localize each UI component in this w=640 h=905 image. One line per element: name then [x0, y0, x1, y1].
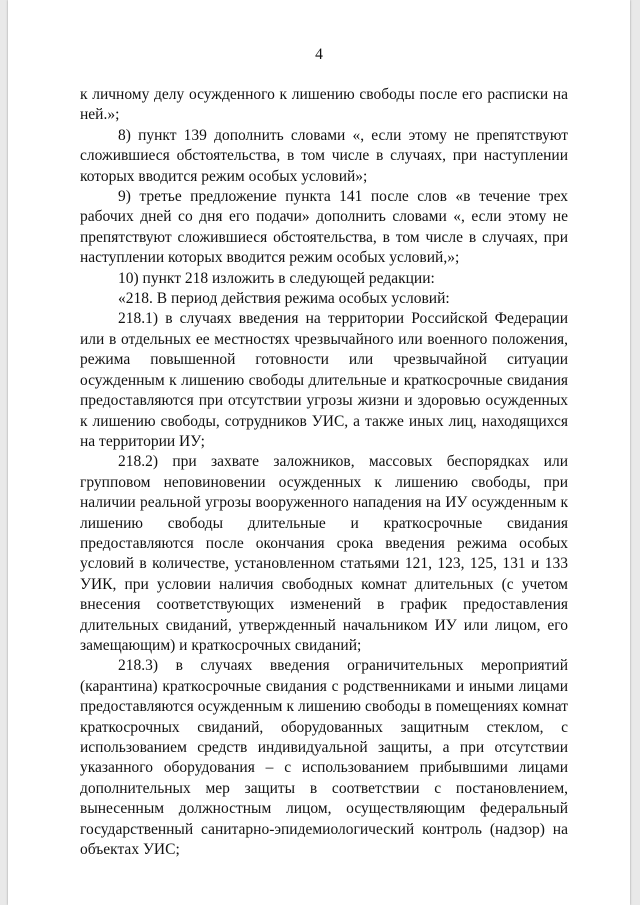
paragraph-item-8: 8) пункт 139 дополнить словами «, если этому не препятствуют сложившиеся обстоятельства, в том числе в случаях, при наступлении которых вводится режим особых условий»;	[80, 126, 568, 185]
paragraph-218-3: 218.3) в случаях введения ограничительных мероприятий (карантина) краткосрочные свидания с родственниками и иными лицами предоставляются осужденным к лишению свободы в помещениях комнат краткосрочных свиданий, оборудованных защитным стеклом, с использованием средств индивидуальной защиты, а при отсутствии указанного оборудования – с использованием прибывшими лицами дополнительных мер защиты в соответствии с постановлением, вынесенным должностным лицом, осуществляющим федеральный государственный санитарно-эпидемиологический контроль (надзор) на объектах УИС;	[80, 657, 568, 859]
paragraph-218-2: 218.2) при захвате заложников, массовых беспорядках или групповом неповиновении осужденных к лишению свободы, при наличии реальной угрозы вооруженного нападения на ИУ осужденным к лишению свободы длительные и краткосрочные свидания предоставляются после окончания срока введения режима особых условий в количестве, установленном статьями 121, 123, 125, 131 и 133 УИК, при условии наличия свободных комнат длительных (с учетом внесения соответствующих изменений в график предоставления длительных свиданий, утвержденный начальником ИУ или лицом, его замещающим) и краткосрочных свиданий;	[80, 453, 568, 654]
paragraph-218-1: 218.1) в случаях введения на территории Российской Федерации или в отдельных ее местностях чрезвычайного или военного положения, режима повышенной готовности или чрезвычайной ситуации осужденным к лишению свободы длительные и краткосрочные свидания предоставляются при отсутствии угрозы жизни и здоровью осужденных к лишению свободы, сотрудников УИС, а также иных лиц, находящихся на территории ИУ;	[80, 310, 568, 450]
document-body	[80, 85, 568, 860]
paragraph-item-10: 10) пункт 218 изложить в следующей редакции:	[118, 269, 435, 287]
paragraph-218-heading: «218. В период действия режима особых условий:	[118, 290, 450, 308]
page-number: 4	[315, 46, 323, 63]
paragraph-continuation: к личному делу осужденного к лишению свободы после его расписки на ней.»;	[80, 86, 568, 124]
paragraph-item-9: 9) третье предложение пункта 141 после слов «в течение трех рабочих дней со дня его подачи» дополнить словами «, если этому не препятствуют сложившиеся обстоятельства, в том числе в случаях, при наступлении которых вводится режим особых условий,»;	[80, 188, 568, 267]
document-page	[8, 0, 630, 905]
